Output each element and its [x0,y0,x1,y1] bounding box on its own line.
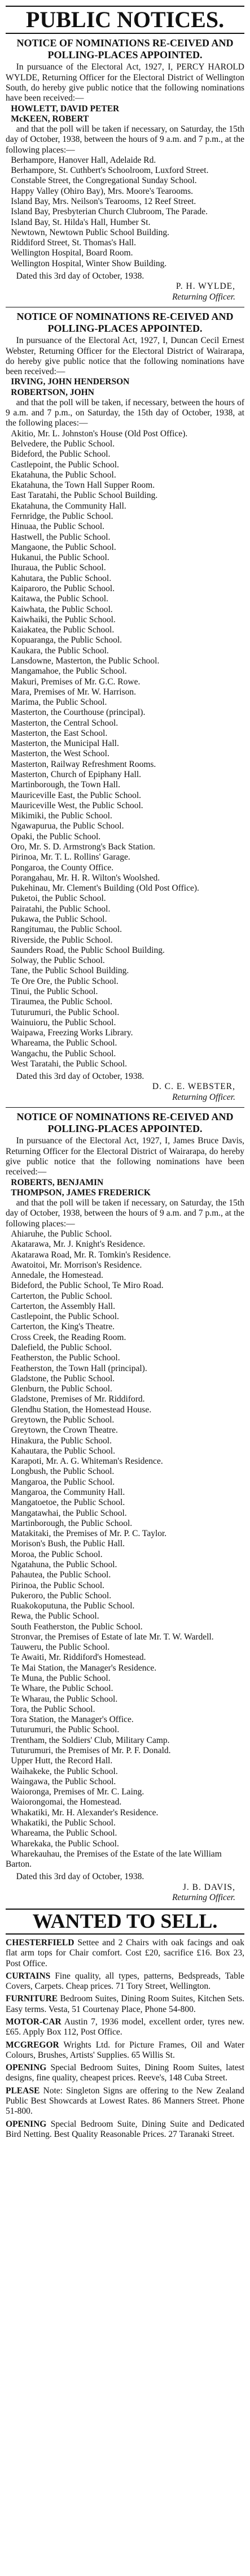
classified-ad [6,2086,244,2117]
polling-place: Glenburn, the Public School. [11,1384,112,1394]
polling-place: Hastwell, the Public School. [11,532,111,542]
polling-place: Greytown, the Public School. [11,1415,115,1425]
polling-place: Wharekaka, the Public School. [11,1838,119,1849]
polling-place: Waipawa, Freezing Works Library. [11,1028,133,1038]
ad-lead-word: PLEASE [6,2085,40,2096]
wanted-ads-list [6,1938,244,2140]
polling-place: Akitio, Mr. L. Johnston's House (Old Post Office). [11,428,188,439]
polling-place: Te Whare, the Public School. [11,1684,113,1694]
polling-place: Riddiford Street, St. Thomas's Hall. [11,238,136,248]
polling-place: Featherston, the Town Hall (principal). [11,1363,147,1373]
polling-place: Martinborough, the Town Hall. [11,780,120,790]
polling-place: Pukawa, the Public School. [11,914,107,924]
notice-wairarapa-2 [6,1111,244,1903]
polling-place: Kaiwhaiki, the Public School. [11,614,116,625]
polling-place: Masterton, the East School. [11,728,108,738]
poll-intro: and that the poll will be taken, if necessary, between the hours of 9 a.m. and 7 p.m., on Saturday, the 15th day of October, 1938, at the following places:— [6,397,244,428]
notice-date: Dated this 3rd day of October, 1938. [16,1072,144,1082]
polling-place: Hukanui, the Public School. [11,553,109,563]
polling-place: Morison's Bush, the Public Hall. [11,1539,125,1549]
ad-body: Fine quality, all types, patterns, Bedspreads, Table Covers, Carpets. Cheap prices. 71 Tory Street, Wellington. [6,1971,245,1992]
polling-place: Whakatiki, the Public School. [11,1818,116,1828]
polling-place: Kaukara, the Public School. [11,645,109,656]
polling-place: East Taratahi, the Public School Building. [11,491,158,501]
polling-place: Mikimiki, the Public School. [11,811,112,821]
polling-places-list [6,1229,244,1870]
polling-place: Te Ore Ore, the Public School. [11,976,119,986]
polling-place: Gladstone, the Public School. [11,1373,115,1384]
polling-place: Mauriceville West, the Public School. [11,800,143,810]
polling-place: Te Mai Station, the Manager's Residence. [11,1663,157,1673]
signature-title: Returning Officer. [172,292,235,302]
polling-place: Tiraumea, the Public School. [11,997,113,1007]
polling-place: Whareama, the Public School. [11,1828,117,1838]
polling-place: Pairatahi, the Public School. [11,904,111,914]
polling-place: Whareama, the Public School. [11,1038,117,1048]
classified-ad [6,2063,244,2084]
polling-place: Fernridge, the Public School. [11,511,113,521]
polling-place: Ekatahuna, the Town Hall Supper Room. [11,480,155,491]
ad-body: Special Bedroom Suites, Dining Room Suites, latest designs, fine quality, cheapest prices. Reeve's, 148 Cuba Street. [6,2063,245,2083]
polling-place: Ahiaruhe, the Public School. [11,1229,112,1239]
notice-intro: In pursuance of the Electoral Act, 1927, I, James Bruce Davis, Returning Officer for the Electoral District of Wairarapa, do hereby give public notice that the following nominations have been received:— [6,1136,244,1177]
polling-place: Glendhu Station, the Homestead House. [11,1404,152,1415]
polling-place: Waingawa, the Public School. [11,1776,116,1786]
polling-place: Trentham, the Soldiers' Club, Military Camp. [11,1735,170,1745]
polling-place: Kaitawa, the Public School. [11,594,108,604]
polling-place: Mangaroa, the Public School. [11,1477,115,1487]
polling-place: Ruakokoputuna, the Public School. [11,1601,135,1611]
polling-place: Kaiakatea, the Public School. [11,625,115,635]
polling-place: Carterton, the Assembly Hall. [11,1301,115,1311]
polling-place: Waihakeke, the Public School. [11,1766,118,1776]
polling-place: Opaki, the Public School. [11,831,101,842]
ad-lead-word: MCGREGOR [6,2040,59,2050]
polling-place: Pahautea, the Public School. [11,1570,111,1580]
polling-place: Martinborough, the Public School. [11,1518,133,1528]
polling-place: Upper Hutt, the Record Hall. [11,1756,113,1766]
signature: D. C. E. WEBSTER, [152,1082,235,1092]
polling-place: Ekatahuna, the Community Hall. [11,501,126,511]
polling-places-list [6,155,244,269]
polling-place: Tinui, the Public School. [11,986,98,996]
polling-place: Wangachu, the Public School. [11,1048,116,1059]
polling-place: Matakitaki, the Premises of Mr. P. C. Taylor. [11,1529,167,1539]
polling-place: Waioronga, Premises of Mr. C. Laing. [11,1787,144,1797]
notice-intro: In pursuance of the Electoral Act, 1927, I, PERCY HAROLD WYLDE, Returning Officer for the Electoral District of Wellington South, do hereby give public notice that the following nominations have been received:— [6,62,244,103]
polling-place: Annedale, the Homestead. [11,1270,103,1281]
polling-place: Happy Valley (Ohiro Bay), Mrs. Moore's Tearooms. [11,186,194,196]
polling-place: Wainuioru, the Public School. [11,1017,116,1027]
ad-lead-word: CHESTERFIELD [6,1938,74,1948]
signature-title: Returning Officer. [172,1092,235,1102]
polling-place: Tora, the Public School. [11,1704,95,1714]
polling-place: Ekatahuna, the Public School. [11,470,116,480]
polling-place: Solway, the Public School. [11,956,105,966]
candidate-name: HOWLETT, DAVID PETER [11,103,120,114]
polling-place: Kahautara, the Public School. [11,1446,115,1456]
polling-place: Featherston, the Public School. [11,1353,120,1363]
polling-place: Tuturumuri, the Public School. [11,1007,120,1017]
polling-place: Island Bay, St. Hilda's Hall, Humber St. [11,217,151,227]
polling-place: Stronvar, the Premises of Estate of late Mr. T. W. Wardell. [11,1632,214,1642]
polling-place: Akatarawa, Mr. J. Knight's Residence. [11,1239,146,1250]
ad-body: Bedroom Suites, Dining Room Suites, Kitchen Sets. Easy terms. Vesta, 51 Courtenay Place, Phone 54-800. [6,1994,245,2014]
polling-place: Berhampore, St. Cuthbert's Schoolroom, Luxford Street. [11,166,209,176]
candidate-list [6,104,244,125]
polling-place: Gladstone, Premises of Mr. Riddiford. [11,1394,145,1404]
polling-place: Cross Creek, the Reading Room. [11,1332,126,1342]
polling-place: Masterton, the Municipal Hall. [11,739,119,749]
polling-place: Kaiparoro, the Public School. [11,583,115,593]
polling-place: Island Bay, Mrs. Neilson's Tearooms, 12 Reef Street. [11,197,196,207]
polling-place: Ihuraua, the Public School. [11,563,106,573]
polling-place: Belvedere, the Public School. [11,439,115,449]
polling-place: Castlepoint, the Public School. [11,1312,119,1322]
polling-place: Kaiwhata, the Public School. [11,604,113,614]
divider [6,1107,244,1108]
poll-intro: and that the poll will be taken if necessary, on Saturday, the 15th day of October, 1938, between the hours of 9 a.m. and 7 p.m., at the following places:— [6,1198,244,1229]
polling-place: Oro, Mr. S. D. Armstrong's Back Station. [11,842,155,852]
polling-place: Mangatoetoe, the Public School. [11,1498,125,1508]
polling-place: Berhampore, Hanover Hall, Adelaide Rd. [11,155,156,165]
candidate-list [6,1178,244,1199]
ad-body: Note: Singleton Signs are offering to the New Zealand Public Best Showcards at Lowest Rates. 86 Manners Street. Phone 51-800. [6,2085,244,2117]
polling-place: Mara, Premises of Mr. W. Harrison. [11,687,137,697]
polling-place: Hinuaa, the Public School. [11,522,105,532]
polling-place: Masterton, the Courthouse (principal). [11,708,146,718]
notice-heading: NOTICE OF NOMINATIONS RE-CEIVED AND POLLING-PLACES APPOINTED. [16,1111,234,1134]
polling-place: Rewa, the Public School. [11,1611,99,1621]
polling-place: Masterton, the West School. [11,749,109,759]
polling-place: Pirinoa, Mr. T. L. Rollins' Garage. [11,852,130,862]
ad-lead-word: CURTAINS [6,1971,51,1981]
polling-place: Lansdowne, Masterton, the Public School. [11,656,160,666]
polling-place: Dalefield, the Public School. [11,1343,112,1353]
polling-place: Carterton, the King's Theatre. [11,1322,115,1332]
classified-ad [6,1938,244,1969]
signature: J. B. DAVIS, [182,1882,235,1892]
candidate-name: IRVING, JOHN HENDERSON [11,377,130,387]
polling-place: Tuturumuri, the Premises of Mr. P. F. Donald. [11,1746,171,1755]
polling-place: Mauriceville East, the Public School. [11,790,142,800]
polling-place: Wharekauhau, the Premises of the Estate of the late William Barton. [6,1849,222,1870]
polling-place: Te Wharau, the Public School. [11,1694,118,1704]
polling-place: Tuturumuri, the Public School. [11,1725,120,1735]
notice-date: Dated this 3rd day of October, 1938. [16,1872,144,1882]
poll-intro: and that the poll will be taken if necessary, on Saturday, the 15th day of October, 1938, between the hours of 9 a.m. and 7 p.m., at the following places:— [6,124,244,155]
polling-place: Tauweru, the Public School. [11,1642,110,1653]
polling-place: Greytown, the Crown Theatre. [11,1425,118,1436]
polling-place: Bideford, the Public School, Te Miro Road. [11,1281,164,1291]
ad-lead-word: OPENING [6,2119,47,2129]
signature: P. H. WYLDE, [176,281,235,292]
polling-place: Wellington Hospital, Winter Show Building. [11,258,167,268]
polling-place: Pukehinau, Mr. Clement's Building (Old Post Office). [11,883,199,894]
polling-place: Makuri, Premises of Mr. G.C. Rowe. [11,676,141,687]
polling-place: Riverside, the Public School. [11,935,113,945]
signature-title: Returning Officer. [172,1892,235,1902]
polling-place: Mangaone, the Public School. [11,542,116,552]
ad-body: Special Bedroom Suite, Dining Suite and Dedicated Bird Netting. Best Quality Reasonable Prices. 27 Taranaki Street. [6,2119,245,2139]
polling-place: Pongaroa, the County Office. [11,862,114,873]
polling-place: Wellington Hospital, Board Room. [11,248,133,258]
candidate-name: THOMPSON, JAMES FREDERICK [11,1187,151,1198]
polling-place: Pukeroro, the Public School. [11,1590,112,1601]
classified-ad [6,2119,244,2140]
polling-place: South Featherston, the Public School. [11,1621,143,1632]
polling-places-list [6,429,244,1069]
polling-place: Kopuaranga, the Public School. [11,635,122,645]
polling-place: Rangitumau, the Public School. [11,925,122,935]
polling-place: Karapoti, Mr. A. G. Whiteman's Residence. [11,1456,163,1467]
ad-lead-word: OPENING [6,2063,47,2073]
polling-place: Awatoitoi, Mr. Morrison's Residence. [11,1260,142,1270]
ad-body: Austin 7, 1936 model, excellent order, tyres new. £65. Apply Box 112, Post Office. [6,2016,244,2037]
polling-place: Ngatahuna, the Public School. [11,1559,117,1569]
notice-wellington-south [6,37,244,302]
polling-place: Kahutara, the Public School. [11,573,112,583]
polling-place: Masterton, the Central School. [11,718,119,728]
polling-place: West Taratahi, the Public School. [11,1059,128,1069]
polling-place: Te Awaiti, Mr. Riddiford's Homestead. [11,1653,146,1663]
notice-wairarapa-1 [6,311,244,1103]
polling-place: Longbush, the Public School. [11,1467,115,1477]
polling-place: Moroa, the Public School. [11,1549,103,1559]
polling-place: Mangaroa, the Community Hall. [11,1487,125,1497]
ad-lead-word: FURNITURE [6,1994,58,2004]
classified-ad [6,1994,244,2015]
polling-place: Mangatawhai, the Public School. [11,1508,127,1518]
classified-ad [6,2040,244,2061]
polling-place: Whakatiki, Mr. H. Alexander's Residence. [11,1807,159,1818]
notice-intro: In pursuance of the Electoral Act, 1927, I, Duncan Cecil Ernest Webster, Returning Officer for the Electoral District of Wairarapa, do hereby give public notice that the following nominations have been received:— [6,336,244,377]
classified-ad [6,1971,244,1992]
ad-body: Settee and 2 Chairs with oak facings and oak flat arm tops for Chair comfort. Cost £20, sacrifice £16. Box 23, Post Office. [6,1938,244,1968]
candidate-name: ROBERTSON, JOHN [11,387,94,397]
candidate-list [6,377,244,398]
candidate-name: McKEEN, ROBERT [11,114,89,124]
ad-body: Wrights Ltd. for Picture Frames, Oil and Water Colours, Brushes, Artists' Supplies. 65 Willis St. [6,2040,244,2060]
classified-ad [6,2017,244,2038]
polling-place: Hinakura, the Public School. [11,1436,112,1446]
polling-place: Mangamahoe, the Public School. [11,666,127,676]
polling-place: Marima, the Public School. [11,697,107,708]
polling-place: Te Muna, the Public School. [11,1673,111,1684]
polling-place: Masterton, Church of Epiphany Hall. [11,770,142,780]
polling-place: Tora Station, the Manager's Office. [11,1715,134,1725]
polling-place: Constable Street, the Congregational Sunday School. [11,176,197,186]
polling-place: Puketoi, the Public School. [11,894,106,904]
polling-place: Pirinoa, the Public School. [11,1580,105,1590]
wanted-section-title: WANTED TO SELL. [6,1909,244,1935]
polling-place: Bideford, the Public School. [11,449,111,459]
notice-heading: NOTICE OF NOMINATIONS RE-CEIVED AND POLLING-PLACES APPOINTED. [16,310,234,334]
polling-place: Akatarawa Road, Mr. R. Tomkin's Residence. [11,1250,171,1260]
polling-place: Tane, the Public School Building. [11,966,129,976]
polling-place: Ngawapurua, the Public School. [11,821,124,831]
polling-place: Porangahau, Mr. H. R. Wilton's Woolshed. [11,873,160,883]
polling-place: Castlepoint, the Public School. [11,459,119,470]
polling-place: Saunders Road, the Public School Building. [11,945,165,955]
polling-place: Island Bay, Presbyterian Church Clubroom, The Parade. [11,207,208,217]
candidate-name: ROBERTS, BENJAMIN [11,1177,104,1187]
ad-lead-word: MOTOR-CAR [6,2016,62,2027]
polling-place: Carterton, the Public School. [11,1291,112,1301]
section-title: PUBLIC NOTICES. [6,6,244,34]
notice-heading: NOTICE OF NOMINATIONS RE-CEIVED AND POLLING-PLACES APPOINTED. [16,37,234,60]
polling-place: Newtown, Newtown Public School Building. [11,227,170,237]
polling-place: Waiorongomai, the Homestead. [11,1797,122,1807]
polling-place: Masterton, Railway Refreshment Rooms. [11,759,156,769]
notice-date: Dated this 3rd day of October, 1938. [16,271,144,281]
